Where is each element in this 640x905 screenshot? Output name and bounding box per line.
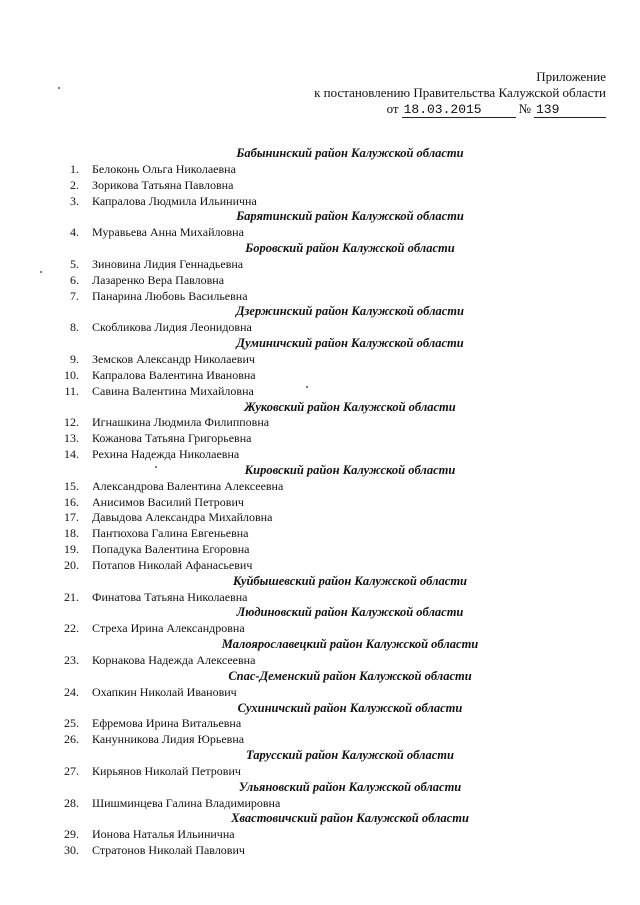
- list-item: [0, 542, 640, 558]
- person-name: Капралова Людмила Ильинична: [92, 193, 257, 208]
- person-name: Капралова Валентина Ивановна: [92, 367, 256, 382]
- person-name: Скобликова Лидия Леонидовна: [92, 320, 252, 335]
- list-item: [0, 796, 640, 812]
- district-heading: Тарусский район Калужской области: [246, 748, 454, 763]
- list-item: [0, 621, 640, 637]
- district-heading: Спас-Деменский район Калужской области: [228, 668, 472, 683]
- list-item: [0, 526, 640, 542]
- list-item: [0, 495, 640, 511]
- item-number: 6.: [70, 272, 79, 287]
- person-name: Стратонов Николай Павлович: [92, 843, 245, 858]
- list-item: [0, 510, 640, 526]
- resolution-date: 18.03.2015: [402, 103, 516, 118]
- person-name: Савина Валентина Михайловна: [92, 383, 254, 398]
- item-number: 25.: [64, 716, 79, 731]
- person-name: Муравьева Анна Михайловна: [92, 225, 244, 240]
- list-item: [0, 685, 640, 701]
- district-heading: Жуковский район Калужской области: [244, 399, 456, 414]
- person-name: Панарина Любовь Васильевна: [92, 288, 248, 303]
- item-number: 30.: [64, 843, 79, 858]
- list-item: [0, 716, 640, 732]
- district-heading: Бабынинский район Калужской области: [236, 146, 464, 160]
- district-heading: Думиничский район Калужской области: [236, 336, 464, 351]
- item-number: 28.: [64, 795, 79, 810]
- person-name: Зиновина Лидия Геннадьевна: [92, 256, 244, 271]
- item-number: 18.: [64, 526, 79, 541]
- list-item: [0, 558, 640, 574]
- appendix-label: Приложение: [536, 69, 606, 84]
- list-item: [0, 162, 640, 178]
- district-heading: Кировский район Калужской области: [244, 462, 456, 477]
- item-number: 13.: [64, 431, 79, 446]
- list-item: [0, 320, 640, 336]
- person-list: [0, 146, 640, 859]
- person-name: Финатова Татьяна Николаевна: [92, 589, 248, 604]
- number-label: №: [518, 101, 531, 116]
- list-item: [0, 257, 640, 273]
- item-number: 19.: [64, 542, 79, 557]
- person-name: Корнакова Надежда Алексеевна: [92, 653, 256, 667]
- item-number: 3.: [70, 193, 79, 208]
- person-name: Лазаренко Вера Павловна: [92, 272, 225, 287]
- date-number-line: [314, 101, 606, 118]
- document-header: [314, 69, 606, 118]
- item-number: 8.: [70, 320, 79, 335]
- list-item: [0, 415, 640, 431]
- district-heading: Ульяновский район Калужской области: [238, 779, 462, 794]
- from-label: от: [386, 101, 399, 116]
- item-number: 22.: [64, 621, 79, 636]
- person-name: Кирьянов Николай Петрович: [92, 763, 241, 778]
- person-name: Пантюхова Галина Евгеньевна: [92, 526, 249, 541]
- item-number: 10.: [64, 367, 79, 382]
- district-heading: Боровский район Калужской области: [245, 241, 455, 256]
- person-name: Зорикова Татьяна Павловна: [92, 177, 234, 192]
- item-number: 15.: [64, 478, 79, 493]
- district-heading: Барятинский район Калужской области: [236, 209, 464, 224]
- item-number: 21.: [64, 589, 79, 604]
- item-number: 9.: [70, 351, 79, 366]
- list-item: [0, 289, 640, 305]
- item-number: 26.: [64, 732, 79, 747]
- list-item: [0, 178, 640, 194]
- item-number: 2.: [70, 177, 79, 192]
- item-number: 14.: [64, 447, 79, 462]
- list-item: [0, 273, 640, 289]
- item-number: 7.: [70, 288, 79, 303]
- person-name: Ионова Наталья Ильинична: [92, 827, 235, 842]
- person-name: Шишминцева Галина Владимировна: [92, 795, 281, 810]
- list-item: [0, 194, 640, 210]
- person-name: Игнашкина Людмила Филипповна: [92, 415, 270, 430]
- list-item: [0, 368, 640, 384]
- person-name: Стреха Ирина Александровна: [92, 621, 245, 636]
- item-number: 5.: [70, 256, 79, 271]
- item-number: 23.: [64, 653, 79, 667]
- list-item: [0, 384, 640, 400]
- item-number: 11.: [64, 383, 79, 398]
- list-item: [0, 590, 640, 606]
- person-name: Рехина Надежда Николаевна: [92, 447, 240, 462]
- item-number: 12.: [64, 415, 79, 430]
- person-name: Попадука Валентина Егоровна: [92, 542, 250, 557]
- list-item: [0, 843, 640, 859]
- person-name: Белоконь Ольга Николаевна: [92, 161, 236, 176]
- list-item: [0, 732, 640, 748]
- item-number: 20.: [64, 557, 79, 572]
- list-item: [0, 352, 640, 368]
- list-item: [0, 225, 640, 241]
- item-number: 1.: [70, 161, 79, 176]
- item-number: 24.: [64, 684, 79, 699]
- resolution-reference: к постановлению Правительства Калужской области: [314, 85, 606, 100]
- list-item: [0, 447, 640, 463]
- resolution-number: 139: [534, 103, 606, 118]
- district-heading: Дзержинский район Калужской области: [236, 304, 464, 319]
- district-heading: Людиновский район Калужской области: [236, 605, 464, 620]
- person-name: Александрова Валентина Алексеевна: [92, 478, 284, 493]
- district-heading: Малоярославецкий район Калужской области: [221, 637, 479, 652]
- person-name: Земсков Александр Николаевич: [92, 351, 255, 366]
- person-name: Канунникова Лидия Юрьевна: [92, 732, 245, 747]
- district-heading: Сухиничский район Калужской области: [237, 700, 463, 715]
- list-item: [0, 653, 640, 669]
- person-name: Кожанова Татьяна Григорьевна: [92, 431, 252, 446]
- item-number: 16.: [64, 494, 79, 509]
- scan-speck: [58, 87, 60, 89]
- district-heading: Куйбышевский район Калужской области: [232, 573, 467, 588]
- person-name: Давыдова Александра Михайловна: [92, 510, 273, 525]
- person-name: Ефремова Ирина Витальевна: [92, 716, 242, 731]
- person-name: Охапкин Николай Иванович: [92, 684, 237, 699]
- item-number: 17.: [64, 510, 79, 525]
- person-name: Анисимов Василий Петрович: [92, 494, 244, 509]
- list-item: [0, 827, 640, 843]
- person-name: Потапов Николай Афанасьевич: [92, 557, 253, 572]
- item-number: 4.: [70, 225, 79, 240]
- item-number: 27.: [64, 763, 79, 778]
- list-item: [0, 431, 640, 447]
- list-item: [0, 479, 640, 495]
- district-heading: Хвастовичский район Калужской области: [231, 811, 469, 826]
- list-item: [0, 764, 640, 780]
- item-number: 29.: [64, 827, 79, 842]
